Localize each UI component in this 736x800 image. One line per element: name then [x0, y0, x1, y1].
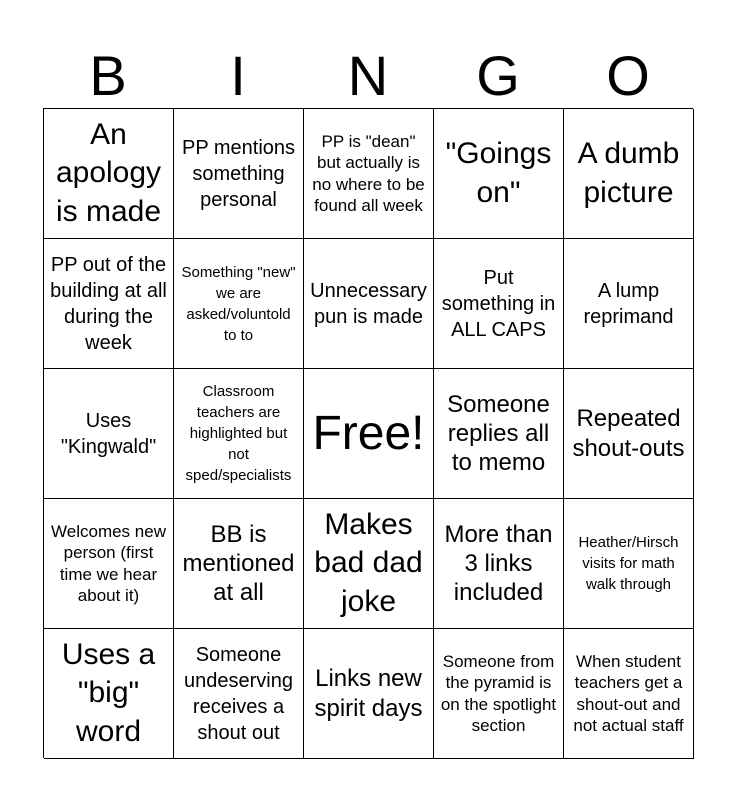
header-letter-n: N [347, 44, 389, 107]
header-letter-b: B [89, 44, 127, 107]
cell-text: Uses "Kingwald" [60, 409, 157, 458]
header-letter-o: O [606, 44, 650, 107]
bingo-header [43, 44, 693, 108]
free-space-text: Free! [312, 407, 425, 460]
cell-text: Put something in ALL CAPS [441, 266, 556, 341]
cell-text: A lump reprimand [583, 279, 674, 328]
bingo-cell-22[interactable] [174, 629, 304, 759]
bingo-cell-11[interactable] [44, 369, 174, 499]
bingo-cell-17[interactable] [174, 499, 304, 629]
cell-text: Makes bad dad joke [314, 507, 423, 618]
header-letter-g: G [476, 44, 520, 107]
cell-text: Someone from the pyramid is on the spotlight section [440, 652, 557, 735]
cell-text: An apology is made [55, 117, 162, 228]
cell-text: Uses a "big" word [61, 637, 156, 748]
bingo-cell-19[interactable] [434, 499, 564, 629]
bingo-cell-10[interactable] [564, 239, 694, 369]
bingo-cell-14[interactable] [434, 369, 564, 499]
cell-text: Someone undeserving receives a shout out [184, 643, 293, 744]
header-letter-i: I [230, 44, 246, 107]
bingo-cell-23[interactable] [304, 629, 434, 759]
bingo-cell-4[interactable] [434, 109, 564, 239]
cell-text: Classroom teachers are highlighted but not sped/specialists [185, 383, 292, 484]
bingo-cell-15[interactable] [564, 369, 694, 499]
bingo-cell-5[interactable] [564, 109, 694, 239]
cell-text: More than 3 links included [444, 520, 553, 607]
cell-text: PP mentions something personal [181, 136, 296, 211]
cell-text: PP out of the building at all during the week [50, 253, 167, 354]
cell-text: Unnecessary pun is made [310, 279, 427, 328]
bingo-cell-6[interactable] [44, 239, 174, 369]
cell-text: Heather/Hirsch visits for math walk through [578, 534, 679, 593]
cell-text: When student teachers get a shout-out and not actual staff [573, 652, 684, 735]
cell-text: PP is "dean" but actually is no where to be found all week [312, 132, 425, 215]
bingo-cell-20[interactable] [564, 499, 694, 629]
cell-text: Welcomes new person (first time we hear about it) [51, 522, 166, 605]
bingo-cell-12[interactable] [174, 369, 304, 499]
bingo-cell-7[interactable] [174, 239, 304, 369]
cell-text: Links new spirit days [314, 665, 423, 722]
bingo-cell-18[interactable] [304, 499, 434, 629]
bingo-cell-24[interactable] [434, 629, 564, 759]
bingo-cell-16[interactable] [44, 499, 174, 629]
bingo-cell-1[interactable] [44, 109, 174, 239]
cell-text: Someone replies all to memo [447, 390, 550, 477]
bingo-cell-8[interactable] [304, 239, 434, 369]
cell-text: "Goings on" [445, 137, 552, 209]
bingo-cell-25[interactable] [564, 629, 694, 759]
bingo-cell-3[interactable] [304, 109, 434, 239]
cell-text: A dumb picture [577, 137, 680, 209]
bingo-card-grid [43, 108, 693, 758]
cell-text: BB is mentioned at all [182, 520, 295, 607]
bingo-cell-free[interactable] [304, 369, 434, 499]
bingo-cell-21[interactable] [44, 629, 174, 759]
cell-text: Something "new" we are asked/voluntold to to [181, 263, 296, 344]
bingo-cell-9[interactable] [434, 239, 564, 369]
cell-text: Repeated shout-outs [572, 405, 685, 462]
bingo-cell-2[interactable] [174, 109, 304, 239]
